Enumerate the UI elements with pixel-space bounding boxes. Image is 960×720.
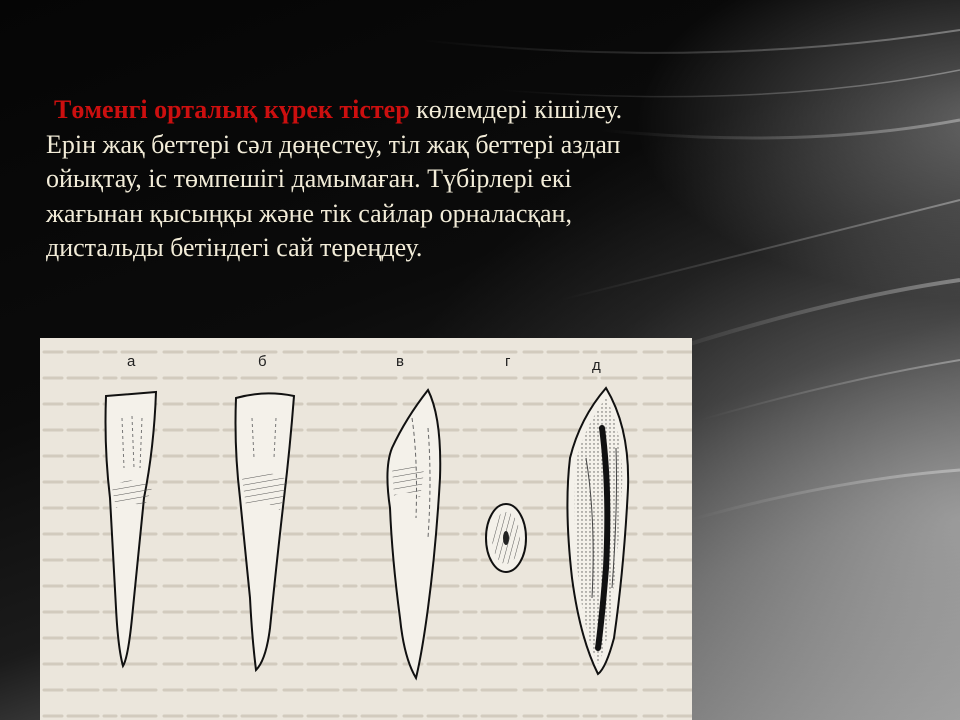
highlight-text: Төменгі орталық күрек тістер: [54, 95, 410, 124]
label-b: б: [258, 353, 267, 370]
tooth-g-cross-section: [486, 504, 526, 572]
label-a: а: [127, 353, 136, 370]
slide-text: [46, 93, 846, 266]
label-g: г: [505, 353, 511, 370]
text-line-3: ойықтау, іс төмпешігі дамымаған. Түбірлері екі: [46, 164, 572, 193]
text-line-4: жағынан қысыңқы және тік сайлар орналасқан,: [46, 198, 572, 228]
label-d: д: [592, 357, 601, 374]
tooth-illustration: [40, 338, 692, 720]
text-line-5: дистальды бетіндегі сай тереңдеу.: [46, 233, 423, 262]
text-line-1: көлемдері кішілеу.: [409, 95, 623, 124]
label-v: в: [396, 353, 404, 370]
text-line-2: Ерін жақ беттері сәл дөңестеу, тіл жақ беттері аздап: [46, 129, 621, 159]
